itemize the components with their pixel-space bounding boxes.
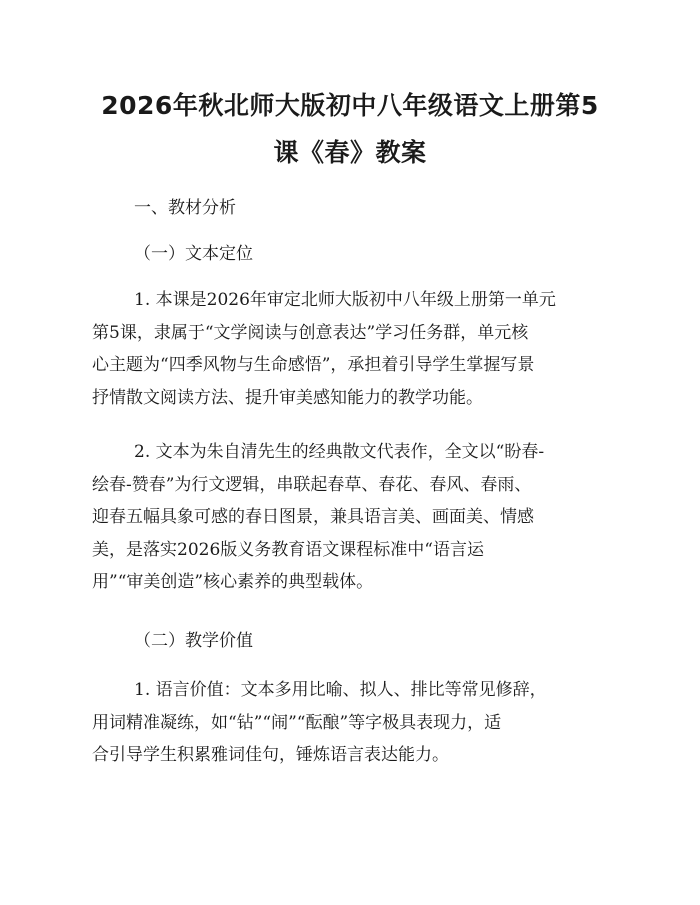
text-line: 迎春五幅具象可感的春日图景，兼具语言美、画面美、情感 [92,507,534,527]
text-line: 美，是落实2026版义务教育语文课程标准中“语言运 [92,539,484,560]
document-title-line-2: 课《春》教案 [273,138,427,167]
document-title-line-1: 2026年秋北师大版初中八年级语文上册第5 [101,91,599,120]
subsection-heading-text-positioning: （一）文本定位 [134,244,253,264]
section-heading-teaching-material-analysis: 一、教材分析 [134,198,236,218]
text-line: 合引导学生积累雅词佳句，锤炼语言表达能力。 [92,745,449,765]
paragraph-text-positioning-1 [92,284,614,414]
paragraph-teaching-value-1 [92,674,614,772]
paragraph-text-positioning-2 [92,436,614,599]
text-line: 1. 本课是2026年审定北师大版初中八年级上册第一单元 [134,290,556,310]
subsection-heading-teaching-value: （二）教学价值 [134,631,253,651]
text-line: 第5课，隶属于“文学阅读与创意表达”学习任务群，单元核 [92,322,529,343]
text-line: 用词精准凝练，如“钻”“闹”“酝酿”等字极具表现力，适 [92,712,502,733]
text-line: 1. 语言价值：文本多用比喻、拟人、排比等常见修辞， [134,680,547,700]
text-line: 绘春-赞春”为行文逻辑，串联起春草、春花、春风、春雨、 [92,474,532,495]
text-line: 心主题为“四季风物与生命感悟”，承担着引导学生掌握写景 [92,355,535,375]
text-line: 2. 文本为朱自清先生的经典散文代表作，全文以“盼春- [134,442,545,462]
text-line: 用”“审美创造”核心素养的典型载体。 [92,572,374,592]
text-line: 抒情散文阅读方法、提升审美感知能力的教学功能。 [92,387,483,408]
